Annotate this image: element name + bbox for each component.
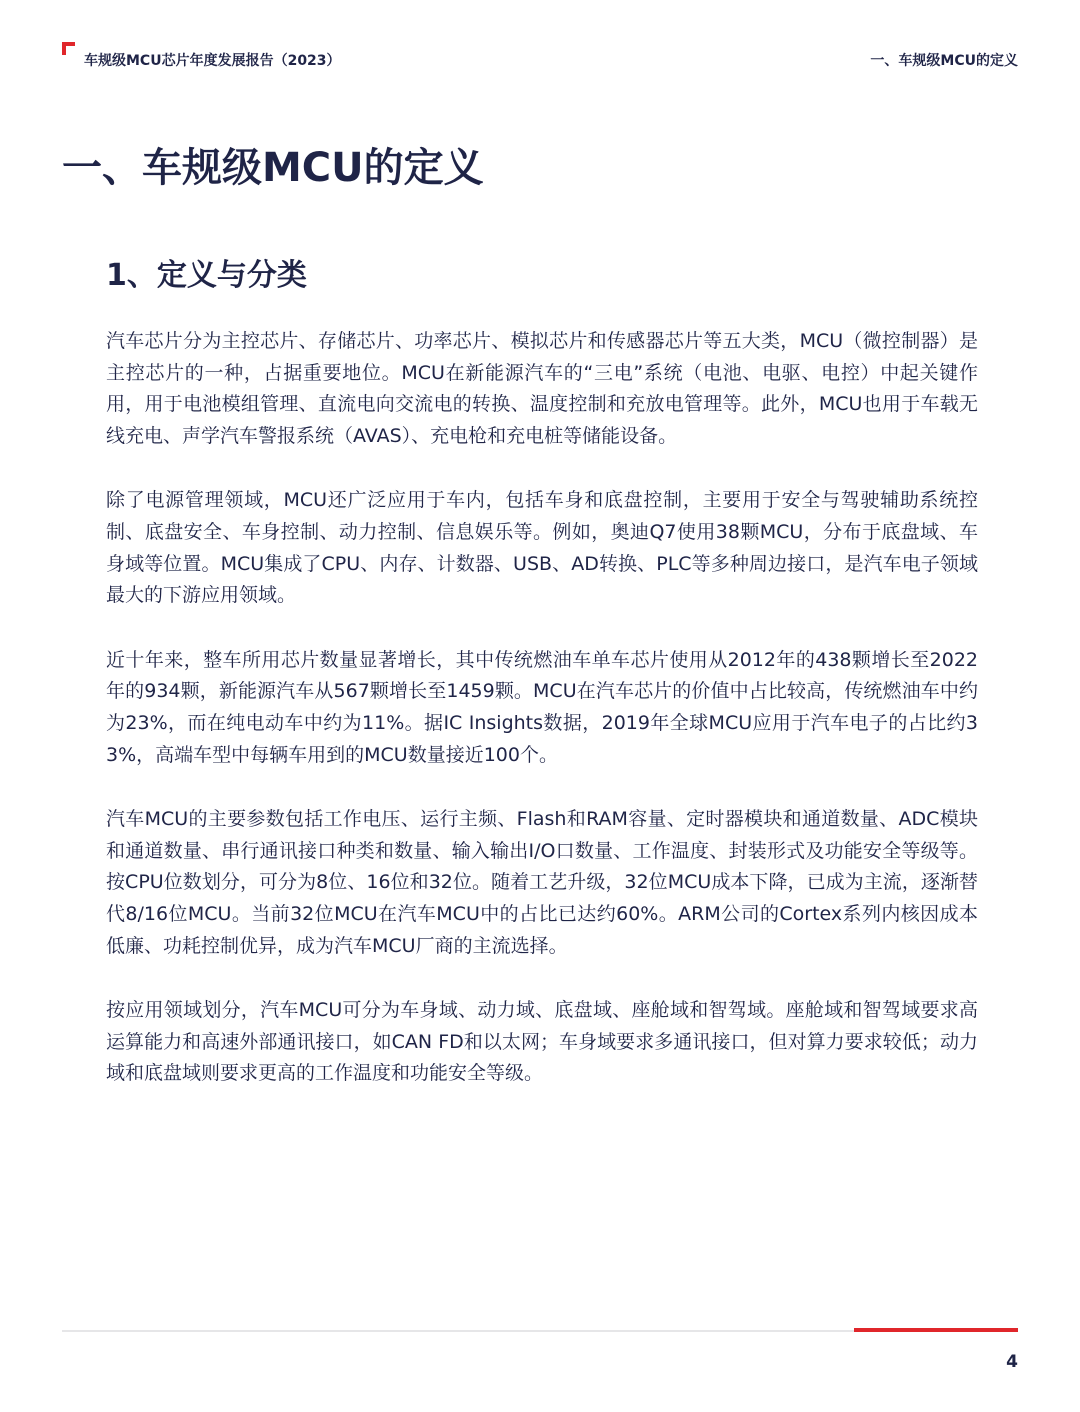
paragraph: 汽车芯片分为主控芯片、存储芯片、功率芯片、模拟芯片和传感器芯片等五大类，MCU（微控制器）是主控芯片的一种，占据重要地位。MCU在新能源汽车的“三电”系统（电池、电驱、电控）中起关键作用，用于电池模组管理、直流电向交流电的转换、温度控制和充放电管理等。此外，MCU也用于车载无线充电、声学汽车警报系统（AVAS）、充电枪和充电桩等储能设备。: [106, 330, 978, 447]
chapter-title: 一、车规级MCU的定义: [870, 53, 1018, 69]
report-title: 车规级MCU芯片年度发展报告（2023）: [84, 53, 341, 69]
page-number: 4: [1006, 1352, 1018, 1372]
section-subtitle: 1、定义与分类: [106, 258, 307, 293]
paragraph: 除了电源管理领域，MCU还广泛应用于车内，包括车身和底盘控制，主要用于安全与驾驶辅助系统控制、底盘安全、车身控制、动力控制、信息娱乐等。例如，奥迪Q7使用38颗MCU，分布于底盘域、车身域等位置。MCU集成了CPU、内存、计数器、USB、AD转换、PLC等多种周边接口，是汽车电子领域最大的下游应用领域。: [106, 489, 978, 607]
body-text: [106, 326, 978, 1123]
paragraph: 按应用领域划分，汽车MCU可分为车身域、动力域、底盘域、座舱域和智驾域。座舱域和智驾域要求高运算能力和高速外部通讯接口，如CAN FD和以太网；车身域要求多通讯接口，但对算力要求较低；动力域和底盘域则要求更高的工作温度和功能安全等级。: [106, 999, 978, 1085]
page-title: 一、车规级MCU的定义: [62, 145, 484, 191]
paragraph: 近十年来，整车所用芯片数量显著增长，其中传统燃油车单车芯片使用从2012年的438颗增长至2022年的934颗，新能源汽车从567颗增长至1459颗。MCU在汽车芯片的价值中占比较高，传统燃油车中约为23%，而在纯电动车中约为11%。据IC Insights数据，2019年全球MCU应用于汽车电子的占比约33%，高端车型中每辆车用到的MCU数量接近100个。: [106, 648, 978, 766]
corner-mark-icon: [62, 42, 75, 55]
footer-accent-bar: [854, 1328, 1018, 1332]
paragraph: 汽车MCU的主要参数包括工作电压、运行主频、Flash和RAM容量、定时器模块和通道数量、ADC模块和通道数量、串行通讯接口种类和数量、输入输出I/O口数量、工作温度、封装形式及功能安全等级等。按CPU位数划分，可分为8位、16位和32位。随着工艺升级，32位MCU成本下降，已成为主流，逐渐替代8/16位MCU。当前32位MCU在汽车MCU中的占比已达约60%。ARM公司的Cortex系列内核因成本低廉、功耗控制优异，成为汽车MCU厂商的主流选择。: [106, 808, 978, 957]
